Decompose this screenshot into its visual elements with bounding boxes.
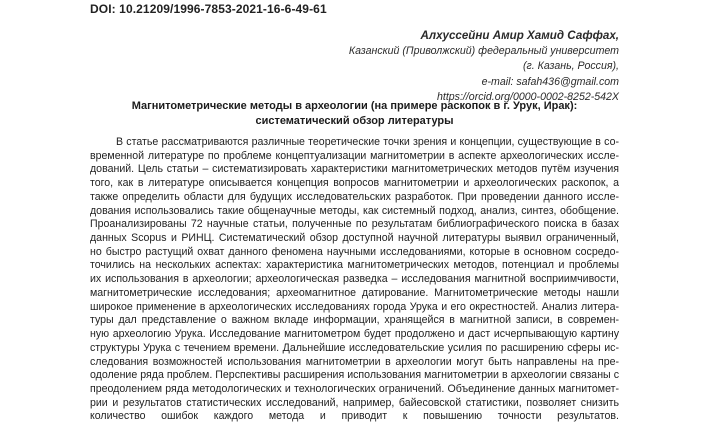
title-line: систематический обзор литературы — [255, 115, 454, 128]
abstract-line: туры дал представление о важном вкладе информации, хранящейся в магнитной записи, в современ- — [90, 314, 619, 327]
abstract-line: того, как в литературе описывается концепция вопросов магнитометрии и археологических раскопок, а — [90, 177, 619, 190]
abstract-line: магнитометрические исследования; археомагнитное датирование. Магнитометрические методы нашли — [90, 286, 619, 299]
author-block — [349, 28, 619, 106]
abstract-line: Проанализированы 72 научные статьи, полученные по результатам библиографического поиска в базах — [90, 218, 619, 231]
author-orcid[interactable]: https://orcid.org/0000-0002-8252-542X — [437, 91, 619, 104]
author-city: (г. Казань, Россия), — [523, 60, 619, 73]
abstract — [90, 136, 619, 424]
author-email[interactable]: e-mail: safah436@gmail.com — [481, 75, 619, 88]
author-affiliation: Казанский (Приволжский) федеральный университет — [348, 45, 619, 57]
abstract-line: одоление ряда проблем. Перспективы расширения использования магнитометрии в археологии связаны с — [90, 369, 619, 382]
doi-line: DOI: 10.21209/1996-7853-2021-16-6-49-61 — [90, 2, 327, 16]
abstract-line: преодолением ряда методологических и технологических ограничений. Объединение данных магнитомет- — [90, 382, 619, 395]
abstract-line: временной литературе по проблеме концептуализации магнитометрии в аспекте археологических иссле- — [90, 149, 619, 162]
abstract-line: также определить области для будущих исследовательских разработок. При проведении данного иссле- — [90, 190, 619, 203]
article-title — [90, 99, 619, 130]
abstract-line: но быстро растущий охват данного феномена научными исследованиями, которые в основном сосредо- — [90, 245, 619, 258]
abstract-line: широкое применение в археологических исследованиях города Урука и его окрестностей. Анализ литера- — [90, 300, 619, 313]
abstract-line: количество ошибок каждого метода и приводит к повышению точности результатов. — [90, 410, 619, 423]
abstract-line: В статье рассматриваются различные теоретические точки зрения и концепции, существующие в со- — [116, 136, 619, 148]
abstract-line: ную археологию Урука. Исследование магнитометром будет продолжено и даст исчерпывающую картину — [90, 328, 619, 341]
title-line: Магнитометрические методы в археологии (на примере раскопок в г. Урук, Ирак): — [131, 100, 578, 112]
abstract-line: точились на нескольких аспектах: характеристика магнитометрических методов, потенциал и проблемы — [90, 259, 619, 272]
abstract-line: дования использовались такие общенаучные методы, как системный подход, анализ, синтез, обобщение. — [90, 204, 619, 217]
author-name: Алхуссейни Амир Хамид Саффах, — [420, 29, 619, 42]
abstract-line: дований. Цель статьи – систематизировать характеристики магнитометрических методов путём изучения — [90, 163, 619, 176]
abstract-line: структуры Урука с течением времени. Дальнейшие исследовательские усилия по расширению сферы ис- — [90, 341, 619, 354]
abstract-line: следования возможностей использования магнитометрии в археологии могут быть направлены на пре- — [90, 355, 619, 368]
abstract-line: их использования в археологии; археологическая разведка – исследования магнитной восприимчивости, — [90, 273, 619, 286]
abstract-line: данных Scopus и РИНЦ. Систематический обзор доступной научной литературы выявил ограниченный, — [90, 232, 619, 245]
abstract-line: рии и результатов статистических исследований, например, байесовской статистики, позволяет снизить — [90, 396, 619, 409]
